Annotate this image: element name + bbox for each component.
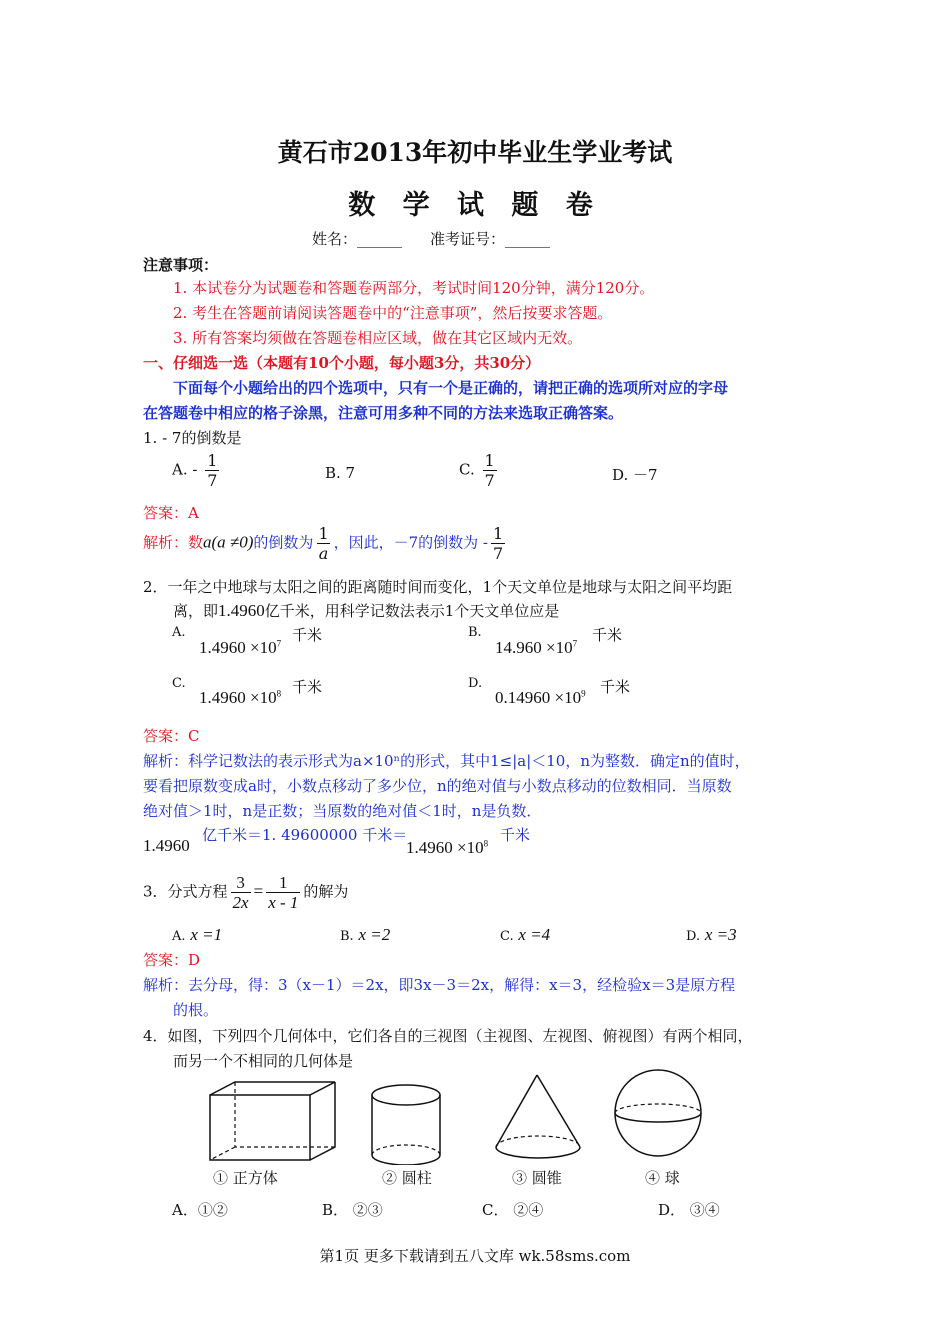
- notice-heading: 注意事项：: [143, 256, 219, 274]
- cube-shape: [210, 1082, 335, 1160]
- question-3-stem: 3．分式方程 $\frac{3}{2x}$ = $\frac{1}{x - 1}$ 的解为: [143, 873, 349, 912]
- q3-option-b: B. x =2: [340, 925, 391, 944]
- shape-label-cube: ① 正方体: [213, 1169, 278, 1187]
- exam-title: 黄石市2013年初中毕业生学业考试: [277, 138, 673, 167]
- q3-option-d: D. x =3: [686, 925, 737, 944]
- q2-analysis-cont: 要看把原数变成a时，小数点移动了多少位，n的绝对值与小数点移动的位数相同．当原数: [143, 777, 732, 795]
- q1-option-c: C. $\frac{1}{7}$: [459, 451, 495, 490]
- q2-option-b-label: B.: [468, 625, 482, 640]
- shape-label-sphere: ④ 球: [645, 1169, 680, 1187]
- q1-option-d: D. －7: [612, 466, 658, 484]
- exam-id-field-label: 准考证号：______: [430, 230, 551, 248]
- section-instruction: 在答题卷中相应的格子涂黑，注意可用多种不同的方法来选取正确答案。: [143, 404, 624, 422]
- q3-analysis: 解析：去分母，得：3（x－1）＝2x，即3x－3＝2x，解得：x＝3，经检验x＝3是原方程: [143, 976, 736, 994]
- q2-analysis-cont: 绝对值＞1时，n是正数；当原数的绝对值＜1时，n是负数．: [143, 802, 542, 820]
- q2-option-a: $1.4960 \times 10^7$: [199, 638, 282, 657]
- section-instruction: 下面每个小题给出的四个选项中，只有一个是正确的，请把正确的选项所对应的字母: [173, 379, 729, 397]
- q4-option-d: D． ③④: [658, 1201, 720, 1219]
- cone-shape: [496, 1075, 580, 1158]
- solids-figure: [190, 1065, 740, 1165]
- question-2-stem-cont: 离，即1.4960亿千米，用科学记数法表示1个天文单位应是: [173, 601, 560, 620]
- question-4-stem: 4．如图，下列四个几何体中，它们各自的三视图（主视图、左视图、俯视图）有两个相同，: [143, 1027, 753, 1045]
- q2-option-a-unit: 千米: [292, 626, 323, 644]
- sphere-shape: [615, 1070, 701, 1156]
- q2-analysis-unit: 千米: [500, 826, 531, 844]
- q4-option-c: C． ②④: [482, 1201, 544, 1219]
- cylinder-shape: [372, 1085, 440, 1165]
- q4-option-b: B． ②③: [322, 1201, 383, 1219]
- q2-option-a-label: A.: [172, 625, 186, 640]
- q1-analysis: 解析：数a(a ≠0)的倒数为 $\frac{1}{a}$ ，因此，－7的倒数为 - $\frac{1}{7}$: [143, 524, 504, 563]
- page-footer: 第1页 更多下载请到五八文库 wk.58sms.com: [319, 1247, 631, 1265]
- q2-analysis-sci: $1.4960 \times 10^8$: [406, 838, 489, 857]
- name-field-label: 姓名：______: [312, 230, 403, 248]
- q1-answer: 答案：A: [143, 504, 199, 522]
- q1-option-b: B. 7: [325, 464, 356, 482]
- section-heading: 一、仔细选一选（本题有10个小题，每小题3分，共30分）: [143, 354, 541, 372]
- question-4-stem-cont: 而另一个不相同的几何体是: [173, 1052, 354, 1070]
- q2-analysis-num: 1.4960: [143, 836, 190, 855]
- notice-item: 1. 本试卷分为试题卷和答题卷两部分，考试时间120分钟，满分120分。: [173, 279, 655, 297]
- q3-option-a: A. x =1: [172, 925, 223, 944]
- q2-answer: 答案：C: [143, 727, 200, 745]
- q2-option-b-unit: 千米: [592, 626, 623, 644]
- q1-option-a: A. - $\frac{1}{7}$: [172, 451, 218, 490]
- notice-item: 2. 考生在答题前请阅读答题卷中的“注意事项”，然后按要求答题。: [173, 304, 613, 322]
- q2-option-c: $1.4960 \times 10^8$: [199, 688, 282, 707]
- question-1-stem: 1. - 7的倒数是: [143, 429, 242, 447]
- q3-option-c: C. x =4: [500, 925, 551, 944]
- q2-option-d-label: D.: [468, 676, 483, 691]
- shape-label-cylinder: ② 圆柱: [382, 1169, 432, 1187]
- q2-option-c-unit: 千米: [292, 678, 323, 696]
- q2-analysis-conv: 亿千米＝1. 49600000 千米＝: [202, 826, 408, 844]
- notice-item: 3. 所有答案均须做在答题卷相应区域，做在其它区域内无效。: [173, 329, 583, 347]
- q3-answer: 答案：D: [143, 951, 201, 969]
- q2-option-c-label: C.: [172, 676, 186, 691]
- q2-option-d: $0.14960 \times 10^9$: [495, 688, 586, 707]
- q4-option-a: A．①②: [172, 1201, 228, 1219]
- exam-subtitle: 数 学 试 题 卷: [348, 190, 602, 221]
- q2-option-b: $14.960 \times 10^7$: [495, 638, 578, 657]
- question-2-stem: 2．一年之中地球与太阳之间的距离随时间而变化，1个天文单位是地球与太阳之间平均距: [143, 578, 733, 596]
- q2-option-d-unit: 千米: [600, 678, 631, 696]
- q3-analysis-cont: 的根。: [173, 1001, 219, 1019]
- shape-label-cone: ③ 圆锥: [512, 1169, 562, 1187]
- q2-analysis: 解析：科学记数法的表示形式为a×10ⁿ的形式，其中1≤|a|＜10，n为整数．确定n的值时，: [143, 752, 750, 770]
